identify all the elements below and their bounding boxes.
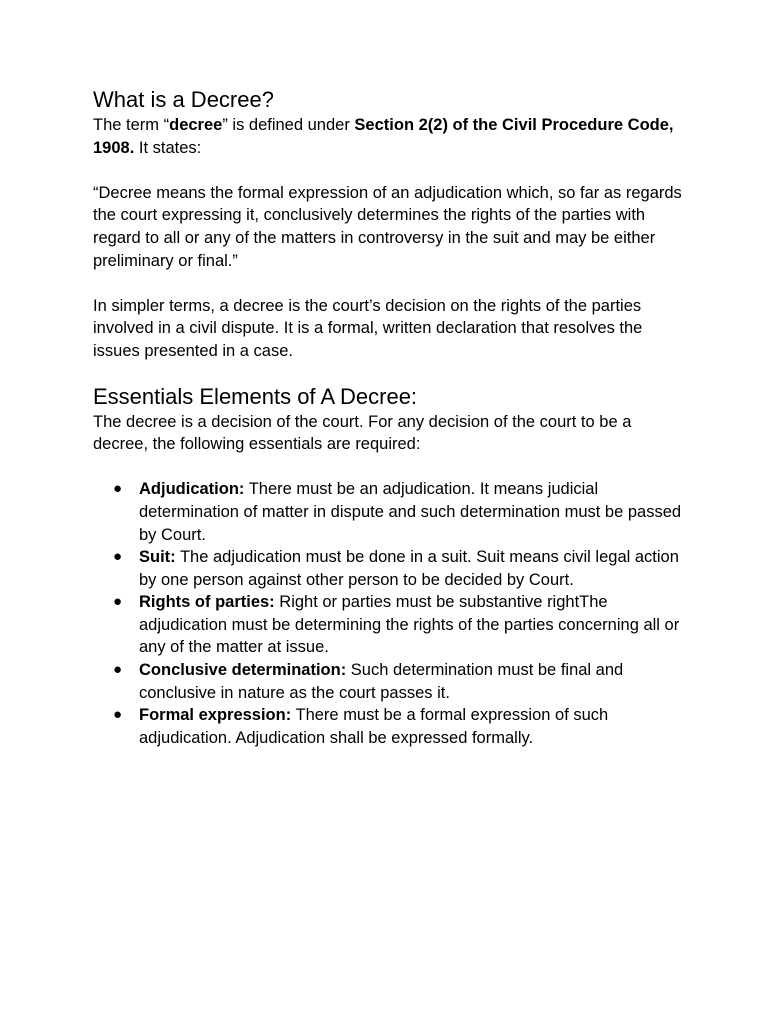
item-title: Conclusive determination: (139, 661, 347, 680)
item-text: Such determination must be final and conclusive in nature as the court passes it. (139, 661, 624, 702)
spacer (93, 159, 685, 182)
intro-section-reference: Section 2(2) of the Civil Procedure Code, 1908. (93, 116, 674, 157)
heading-what-is-decree: What is a Decree? (93, 87, 274, 112)
item-text: There must be an adjudication. It means judicial determination of matter in dispute and such determination must be passed by Court. (139, 480, 682, 544)
spacer (93, 456, 685, 479)
item-title: Formal expression: (139, 706, 292, 725)
item-title: Suit: (139, 548, 176, 567)
item-title: Adjudication: (139, 480, 245, 499)
spacer (93, 272, 685, 295)
heading-essentials: Essentials Elements of A Decree: (93, 383, 418, 409)
document-page (93, 86, 685, 749)
bullet-icon: ● (113, 661, 123, 679)
essentials-intro-paragraph: The decree is a decision of the court. For any decision of the court to be a decree, the following essentials are required: (93, 412, 632, 454)
bullet-icon: ● (113, 548, 123, 566)
intro-term: decree (169, 116, 223, 134)
item-text: Right or parties must be substantive rightThe adjudication must be determining the rights of the parties concerning all or any of the matter at issue. (139, 593, 680, 657)
intro-text-2: ” is defined under (222, 116, 355, 134)
list-item-rights-of-parties (93, 591, 685, 659)
list-item-adjudication (93, 478, 685, 546)
list-item-conclusive-determination (93, 659, 685, 704)
list-item-formal-expression (93, 704, 685, 749)
intro-paragraph (93, 114, 685, 159)
definition-quote: “Decree means the formal expression of an adjudication which, so far as regards the court expressing it, conclusively determines the rights of the parties with regard to all or any of the matters in controversy in the suit and may be either preliminary or final.” (93, 183, 682, 270)
bullet-icon: ● (113, 593, 123, 611)
list-item-suit (93, 546, 685, 591)
simpler-terms-paragraph: In simpler terms, a decree is the court’s decision on the rights of the parties involved in a civil dispute. It is a formal, written declaration that resolves the issues presented in a case. (93, 296, 643, 360)
item-text: There must be a formal expression of such adjudication. Adjudication shall be expressed formally. (139, 706, 609, 747)
essentials-list (93, 478, 685, 749)
intro-text-3: It states: (134, 138, 202, 157)
bullet-icon: ● (113, 480, 123, 498)
item-text: The adjudication must be done in a suit. Suit means civil legal action by one person against other person to be decided by Court. (139, 548, 679, 589)
bullet-icon: ● (113, 706, 123, 724)
item-title: Rights of parties: (139, 593, 275, 612)
intro-text-1: The term “ (93, 116, 170, 134)
